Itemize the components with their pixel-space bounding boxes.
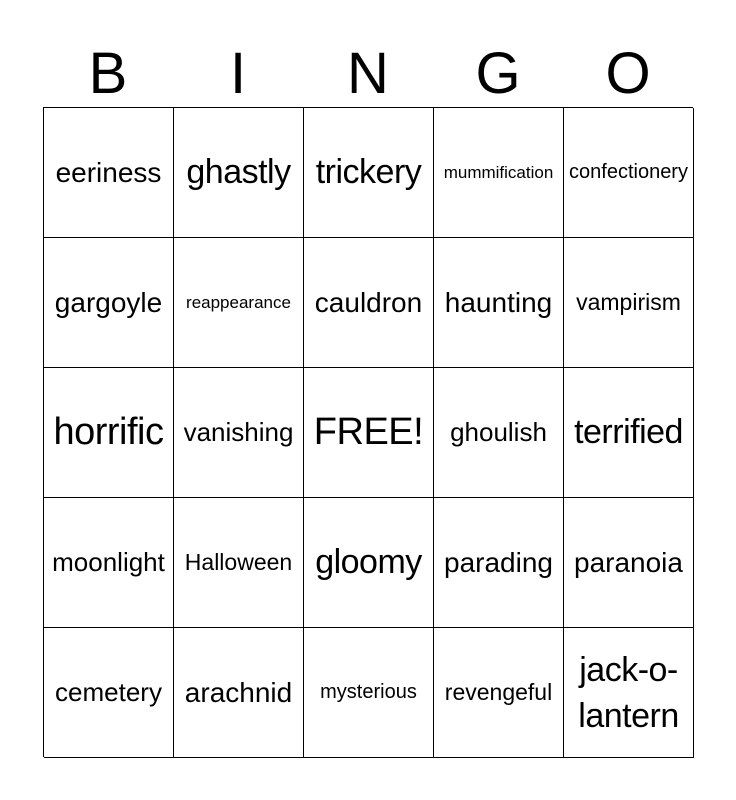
bingo-cell[interactable] — [564, 108, 694, 238]
free-space-cell[interactable] — [304, 368, 434, 498]
cell-word: mysterious — [320, 681, 417, 703]
bingo-cell[interactable] — [174, 238, 304, 368]
bingo-cell[interactable] — [434, 498, 564, 628]
bingo-cell[interactable] — [304, 108, 434, 238]
header-letter-g: G — [475, 41, 521, 106]
bingo-header — [43, 40, 693, 108]
bingo-cell[interactable] — [304, 238, 434, 368]
cell-word: mummification — [443, 162, 554, 182]
bingo-cell[interactable] — [564, 238, 694, 368]
bingo-cell[interactable] — [174, 498, 304, 628]
cell-word: Halloween — [184, 549, 293, 575]
cell-word: jack-o-lantern — [578, 650, 679, 735]
cell-word: vampirism — [576, 289, 681, 315]
cell-word: ghoulish — [450, 417, 547, 447]
header-letter-i: I — [229, 41, 247, 106]
cell-word: ghastly — [186, 153, 291, 191]
header-letter-n: N — [347, 41, 389, 106]
bingo-cell[interactable] — [434, 108, 564, 238]
bingo-cell[interactable] — [304, 498, 434, 628]
bingo-cell[interactable] — [44, 108, 174, 238]
cell-word: moonlight — [52, 547, 165, 577]
bingo-cell[interactable] — [434, 368, 564, 498]
bingo-grid — [43, 107, 693, 757]
bingo-cell[interactable] — [44, 238, 174, 368]
bingo-cell[interactable] — [174, 628, 304, 758]
bingo-cell[interactable] — [44, 628, 174, 758]
cell-word: cauldron — [314, 286, 423, 318]
cell-word: arachnid — [184, 676, 293, 708]
bingo-cell[interactable] — [44, 498, 174, 628]
bingo-cell[interactable] — [564, 498, 694, 628]
bingo-cell[interactable] — [304, 628, 434, 758]
cell-word: haunting — [444, 286, 553, 318]
cell-word: horrific — [53, 411, 164, 453]
bingo-cell[interactable] — [174, 108, 304, 238]
cell-word: terrified — [574, 413, 683, 451]
bingo-cell[interactable] — [44, 368, 174, 498]
bingo-cell[interactable] — [434, 628, 564, 758]
header-letter-o: O — [605, 41, 651, 106]
cell-word: trickery — [315, 153, 422, 191]
bingo-cell[interactable] — [174, 368, 304, 498]
cell-word: paranoia — [574, 546, 683, 578]
cell-word: reappearance — [186, 292, 291, 312]
header-letter-b: B — [88, 41, 128, 106]
cell-word: cemetery — [55, 677, 162, 707]
cell-word: gloomy — [315, 543, 422, 581]
cell-word: parading — [444, 546, 553, 578]
cell-word: revengeful — [444, 679, 553, 705]
cell-word: eeriness — [55, 156, 162, 188]
bingo-cell[interactable] — [564, 628, 694, 758]
bingo-cell[interactable] — [564, 368, 694, 498]
free-space-label: FREE! — [313, 411, 424, 453]
cell-word: confectionery — [569, 161, 688, 183]
cell-word: gargoyle — [54, 286, 163, 318]
cell-word: vanishing — [183, 417, 294, 447]
bingo-cell[interactable] — [434, 238, 564, 368]
